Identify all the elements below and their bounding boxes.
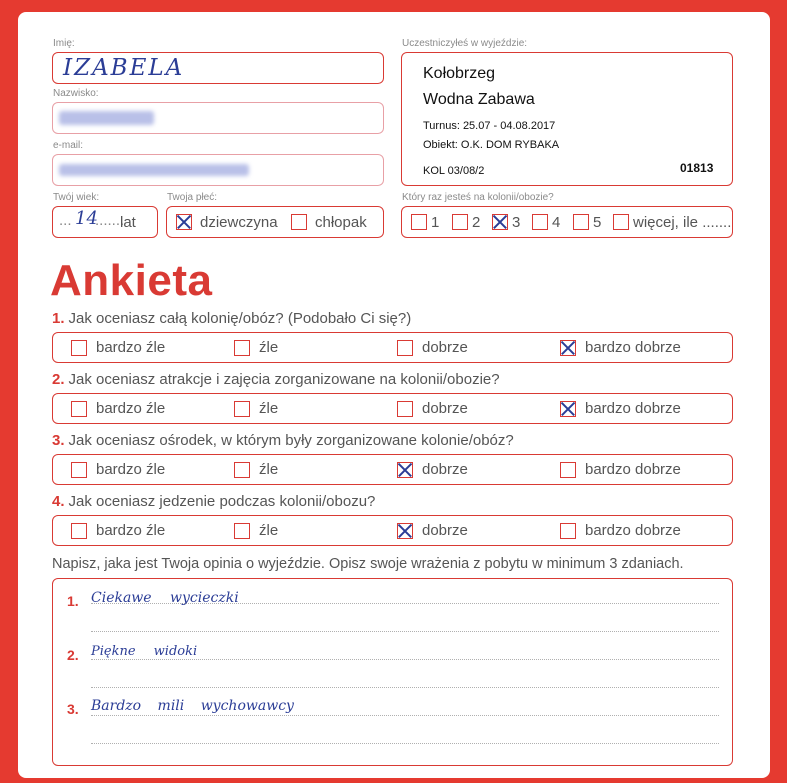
answer-row-4 xyxy=(52,515,733,546)
gender-option-boy: chłopak xyxy=(315,214,367,231)
opinion-prompt: Napisz, jaka jest Twoja opinia o wyjeździe. Opisz swoje wrażenia z pobytu w minimum 3 zdaniach. xyxy=(52,556,684,572)
q3-option-good: dobrze xyxy=(422,461,468,478)
question-3-text: Jak oceniasz ośrodek, w którym były zorganizowane kolonie/obóz? xyxy=(68,432,514,449)
opinion-line xyxy=(91,715,719,716)
q3-checkbox-good[interactable] xyxy=(397,462,413,478)
q4-option-bad: źle xyxy=(259,522,279,539)
opinion-item-3-text: Bardzo mili wychowawcy xyxy=(91,698,294,714)
question-1 xyxy=(52,310,411,327)
trip-facility: Obiekt: O.K. DOM RYBAKA xyxy=(423,139,560,151)
gender-field xyxy=(166,206,384,238)
times-field xyxy=(401,206,733,238)
times-option-3: 3 xyxy=(512,214,521,231)
answer-row-3 xyxy=(52,454,733,485)
surname-redacted xyxy=(59,111,154,125)
times-checkbox-more[interactable] xyxy=(613,214,629,230)
q1-checkbox-very-bad[interactable] xyxy=(71,340,87,356)
question-3-number: 3. xyxy=(52,432,65,449)
trip-program: Wodna Zabawa xyxy=(423,91,535,108)
age-dots-right: ....... xyxy=(95,212,125,229)
surname-field[interactable] xyxy=(52,102,384,134)
q3-checkbox-very-good[interactable] xyxy=(560,462,576,478)
question-4-number: 4. xyxy=(52,493,65,510)
q4-option-good: dobrze xyxy=(422,522,468,539)
times-option-1: 1 xyxy=(431,214,440,231)
times-option-more: więcej, ile ....... xyxy=(633,214,732,231)
gender-checkbox-boy[interactable] xyxy=(291,214,307,230)
question-1-text: Jak oceniasz całą kolonię/obóz? (Podobało Ci się?) xyxy=(68,310,412,327)
q3-option-very-bad: bardzo źle xyxy=(96,461,166,478)
age-value: 14 xyxy=(75,208,98,229)
q1-checkbox-good[interactable] xyxy=(397,340,413,356)
q1-checkbox-very-good[interactable] xyxy=(560,340,576,356)
question-1-number: 1. xyxy=(52,310,65,327)
gender-checkbox-girl[interactable] xyxy=(176,214,192,230)
question-4 xyxy=(52,493,375,510)
trip-box xyxy=(401,52,733,186)
trip-number: 01813 xyxy=(680,161,714,175)
q2-option-very-bad: bardzo źle xyxy=(96,400,166,417)
opinion-item-2-text: Piękne widoki xyxy=(91,644,198,659)
opinion-item-2-number: 2. xyxy=(67,647,79,663)
name-field[interactable] xyxy=(52,52,384,84)
email-label: e-mail: xyxy=(53,140,84,151)
q1-checkbox-bad[interactable] xyxy=(234,340,250,356)
age-label: Twój wiek: xyxy=(53,192,100,203)
question-3 xyxy=(52,432,514,449)
gender-label: Twoja płeć: xyxy=(167,192,218,203)
trip-city: Kołobrzeg xyxy=(423,65,496,82)
opinion-line xyxy=(91,743,719,744)
age-field[interactable] xyxy=(52,206,158,238)
name-value: IZABELA xyxy=(63,55,185,81)
q4-checkbox-bad[interactable] xyxy=(234,523,250,539)
age-dots-left: ... xyxy=(59,212,72,229)
q4-option-very-good: bardzo dobrze xyxy=(585,522,681,539)
email-redacted xyxy=(59,164,249,176)
age-unit: lat xyxy=(120,214,136,231)
times-option-2: 2 xyxy=(472,214,481,231)
q1-option-very-bad: bardzo źle xyxy=(96,339,166,356)
times-checkbox-1[interactable] xyxy=(411,214,427,230)
q3-option-bad: źle xyxy=(259,461,279,478)
q4-checkbox-good[interactable] xyxy=(397,523,413,539)
times-checkbox-3[interactable] xyxy=(492,214,508,230)
times-checkbox-4[interactable] xyxy=(532,214,548,230)
question-2 xyxy=(52,371,500,388)
q3-checkbox-very-bad[interactable] xyxy=(71,462,87,478)
question-2-number: 2. xyxy=(52,371,65,388)
opinion-item-3-number: 3. xyxy=(67,701,79,717)
q2-checkbox-bad[interactable] xyxy=(234,401,250,417)
gender-option-girl: dziewczyna xyxy=(200,214,278,231)
answer-row-1 xyxy=(52,332,733,363)
q3-option-very-good: bardzo dobrze xyxy=(585,461,681,478)
trip-term: Turnus: 25.07 - 04.08.2017 xyxy=(423,120,556,132)
question-2-text: Jak oceniasz atrakcje i zajęcia zorganizowane na kolonii/obozie? xyxy=(68,371,500,388)
times-checkbox-2[interactable] xyxy=(452,214,468,230)
q2-checkbox-good[interactable] xyxy=(397,401,413,417)
times-label: Który raz jesteś na kolonii/obozie? xyxy=(402,192,554,203)
opinion-item-1-text: Ciekawe wycieczki xyxy=(91,590,239,606)
opinion-item-1-number: 1. xyxy=(67,593,79,609)
opinion-line xyxy=(91,687,719,688)
q1-option-bad: źle xyxy=(259,339,279,356)
times-option-4: 4 xyxy=(552,214,561,231)
surname-label: Nazwisko: xyxy=(53,88,99,99)
q1-option-good: dobrze xyxy=(422,339,468,356)
question-4-text: Jak oceniasz jedzenie podczas kolonii/obozu? xyxy=(68,493,376,510)
times-checkbox-5[interactable] xyxy=(573,214,589,230)
answer-row-2 xyxy=(52,393,733,424)
q3-checkbox-bad[interactable] xyxy=(234,462,250,478)
q2-option-very-good: bardzo dobrze xyxy=(585,400,681,417)
q2-checkbox-very-good[interactable] xyxy=(560,401,576,417)
q2-checkbox-very-bad[interactable] xyxy=(71,401,87,417)
trip-code: KOL 03/08/2 xyxy=(423,165,485,177)
opinion-line xyxy=(91,659,719,660)
email-field[interactable] xyxy=(52,154,384,186)
times-option-5: 5 xyxy=(593,214,602,231)
q2-option-bad: źle xyxy=(259,400,279,417)
opinion-box[interactable] xyxy=(52,578,733,766)
q4-checkbox-very-good[interactable] xyxy=(560,523,576,539)
opinion-line xyxy=(91,631,719,632)
trip-label: Uczestniczyłeś w wyjeździe: xyxy=(402,38,528,49)
survey-title: Ankieta xyxy=(50,256,213,305)
survey-sheet xyxy=(18,12,770,778)
q4-option-very-bad: bardzo źle xyxy=(96,522,166,539)
q1-option-very-good: bardzo dobrze xyxy=(585,339,681,356)
q2-option-good: dobrze xyxy=(422,400,468,417)
q4-checkbox-very-bad[interactable] xyxy=(71,523,87,539)
name-label: Imię: xyxy=(53,38,75,49)
